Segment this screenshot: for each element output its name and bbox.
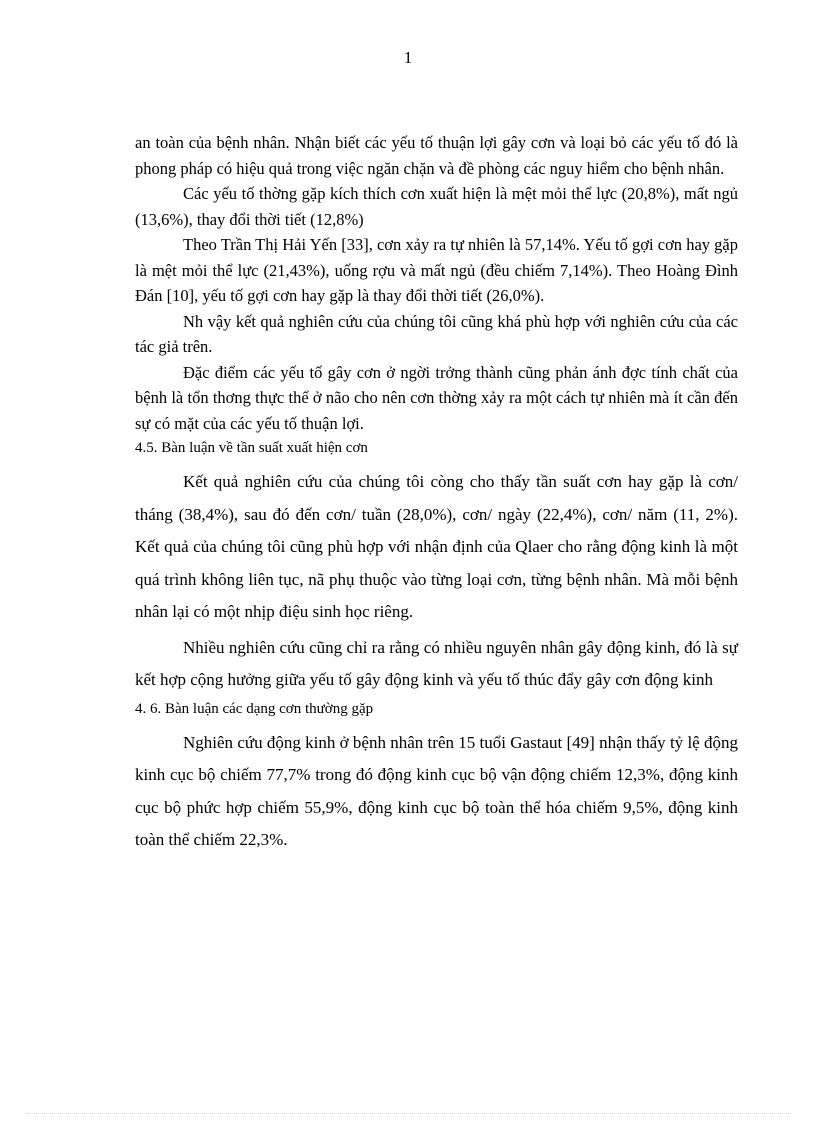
page-number: 1 — [403, 48, 413, 67]
paragraph: Nghiên cứu động kinh ở bệnh nhân trên 15 tuổi Gastaut [49] nhận thấy tỷ lệ động kinh cục bộ chiếm 77,7% trong đó động kinh cục bộ vận động chiếm 12,3%, động kinh cục bộ phức hợp chiếm 55,9%, động kinh cục bộ toàn thể hóa chiếm 9,5%, động kinh toàn thể chiếm 22,3%. — [135, 732, 738, 849]
section-heading-4-6: 4. 6. Bàn luận các dạng cơn thường gặp — [135, 700, 374, 717]
paragraph: Nhiều nghiên cứu cũng chỉ ra rằng có nhiều nguyên nhân gây động kinh, đó là sự kết hợp cộng hưởng giữa yếu tố gây động kinh và yếu tố thúc đẩy gây cơn động kinh — [135, 637, 738, 689]
paragraph: an toàn của bệnh nhân. Nhận biết các yếu tố thuận lợi gây cơn và loại bỏ các yếu tố đó là phong pháp có hiệu quả trong việc ngăn chặn và đề phòng các nguy hiểm cho bệnh nhân. — [135, 133, 738, 178]
document-body — [135, 130, 738, 857]
paragraph: Theo Trần Thị Hải Yến [33], cơn xảy ra tự nhiên là 57,14%. Yếu tố gợi cơn hay gặp là mệt mỏi thể lực (21,43%), uống rợu và mất ngủ (đều chiếm 7,14%). Theo Hoàng Đình Đán [10], yếu tố gợi cơn hay gặp là thay đổi thời tiết (26,0%). — [135, 235, 738, 305]
paragraph: Đặc điểm các yếu tố gây cơn ở ngời trởng thành cũng phản ánh đợc tính chất của bệnh là tổn thơng thực thể ở não cho nên cơn thờng xảy ra một cách tự nhiên mà ít cần đến sự có mặt của các yếu tố thuận lợi. — [135, 362, 738, 433]
paragraph: Nh vậy kết quả nghiên cứu của chúng tôi cũng khá phù hợp với nghiên cứu của các tác giả trên. — [135, 311, 738, 356]
paragraph: Các yếu tố thờng gặp kích thích cơn xuất hiện là mệt mỏi thể lực (20,8%), mất ngủ (13,6%), thay đổi thời tiết (12,8%) — [135, 184, 738, 229]
page-divider — [25, 1113, 791, 1114]
paragraph: Kết quả nghiên cứu của chúng tôi còng cho thấy tần suất cơn hay gặp là cơn/ tháng (38,4%), sau đó đến cơn/ tuần (28,0%), cơn/ ngày (22,4%), cơn/ năm (11, 2%). Kết quả của chúng tôi cũng phù hợp với nhận định của Qlaer cho rằng động kinh là một quá trình không liên tục, nã phụ thuộc vào từng loại cơn, từng bệnh nhân. Mà mỗi bệnh nhân lại có một nhịp điệu sinh học riêng. — [135, 472, 738, 621]
section-heading-4-5: 4.5. Bàn luận về tần suất xuất hiện cơn — [135, 440, 368, 456]
